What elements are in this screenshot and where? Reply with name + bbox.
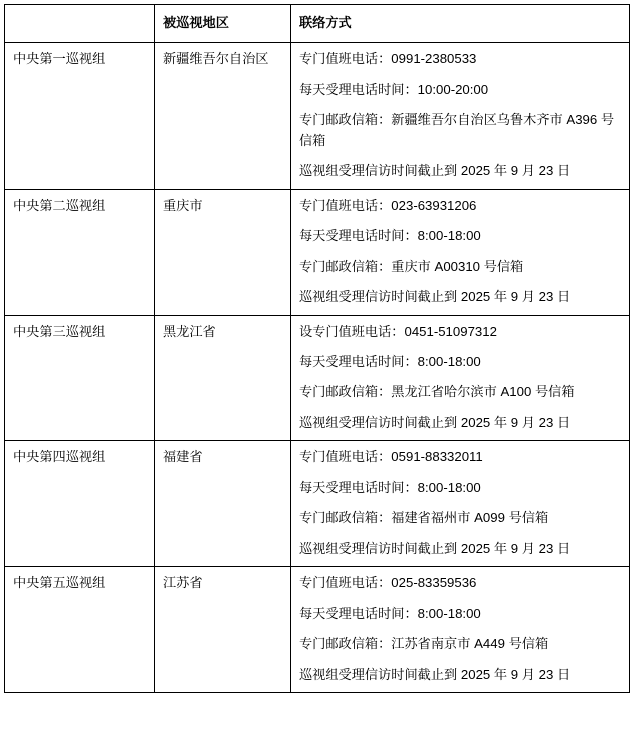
contact-lines [299,196,621,308]
contact-deadline: 巡视组受理信访时间截止到 2025 年 9 月 23 日 [299,163,571,179]
table-row [5,441,630,567]
table-header [5,5,630,43]
contact-lines [299,49,621,181]
cell-region: 新疆维吾尔自治区 [155,43,291,189]
column-header-region: 被巡视地区 [155,5,291,43]
contact-hours: 每天受理电话时间：8:00-18:00 [299,353,481,369]
contact-mailbox: 专门邮政信箱：新疆维吾尔自治区乌鲁木齐市 A396 号信箱 [299,112,615,148]
table-header-row [5,5,630,43]
cell-region: 福建省 [155,441,291,567]
cell-contact [291,441,630,567]
contact-hours: 每天受理电话时间：8:00-18:00 [299,605,481,621]
cell-region: 黑龙江省 [155,315,291,441]
contact-phone: 设专门值班电话：0451-51097312 [299,323,497,339]
contact-mailbox: 专门邮政信箱：福建省福州市 A099 号信箱 [299,510,549,526]
contact-lines [299,573,621,685]
table-row [5,43,630,189]
contact-lines [299,447,621,559]
cell-contact [291,315,630,441]
contact-deadline: 巡视组受理信访时间截止到 2025 年 9 月 23 日 [299,289,571,305]
contact-deadline: 巡视组受理信访时间截止到 2025 年 9 月 23 日 [299,666,571,682]
contact-hours: 每天受理电话时间：8:00-18:00 [299,479,481,495]
document-page [0,4,633,745]
contact-mailbox: 专门邮政信箱：黑龙江省哈尔滨市 A100 号信箱 [299,384,575,400]
cell-contact [291,567,630,693]
table-row [5,315,630,441]
cell-group: 中央第三巡视组 [5,315,155,441]
cell-contact [291,43,630,189]
cell-contact [291,189,630,315]
cell-group: 中央第一巡视组 [5,43,155,189]
contact-phone: 专门值班电话：023-63931206 [299,197,477,213]
contact-phone: 专门值班电话：0991-2380533 [299,51,477,67]
contact-mailbox: 专门邮政信箱：重庆市 A00310 号信箱 [299,258,524,274]
contact-hours: 每天受理电话时间：10:00-20:00 [299,81,489,97]
table-row [5,189,630,315]
contact-phone: 专门值班电话：025-83359536 [299,575,477,591]
inspection-contact-table [4,4,630,693]
contact-deadline: 巡视组受理信访时间截止到 2025 年 9 月 23 日 [299,414,571,430]
table-body [5,43,630,693]
cell-region: 重庆市 [155,189,291,315]
cell-group: 中央第五巡视组 [5,567,155,693]
column-header-group [5,5,155,43]
contact-lines [299,322,621,434]
cell-region: 江苏省 [155,567,291,693]
contact-mailbox: 专门邮政信箱：江苏省南京市 A449 号信箱 [299,636,549,652]
contact-hours: 每天受理电话时间：8:00-18:00 [299,228,481,244]
column-header-contact: 联络方式 [291,5,630,43]
table-row [5,567,630,693]
contact-phone: 专门值班电话：0591-88332011 [299,449,483,465]
cell-group: 中央第四巡视组 [5,441,155,567]
contact-deadline: 巡视组受理信访时间截止到 2025 年 9 月 23 日 [299,540,571,556]
cell-group: 中央第二巡视组 [5,189,155,315]
